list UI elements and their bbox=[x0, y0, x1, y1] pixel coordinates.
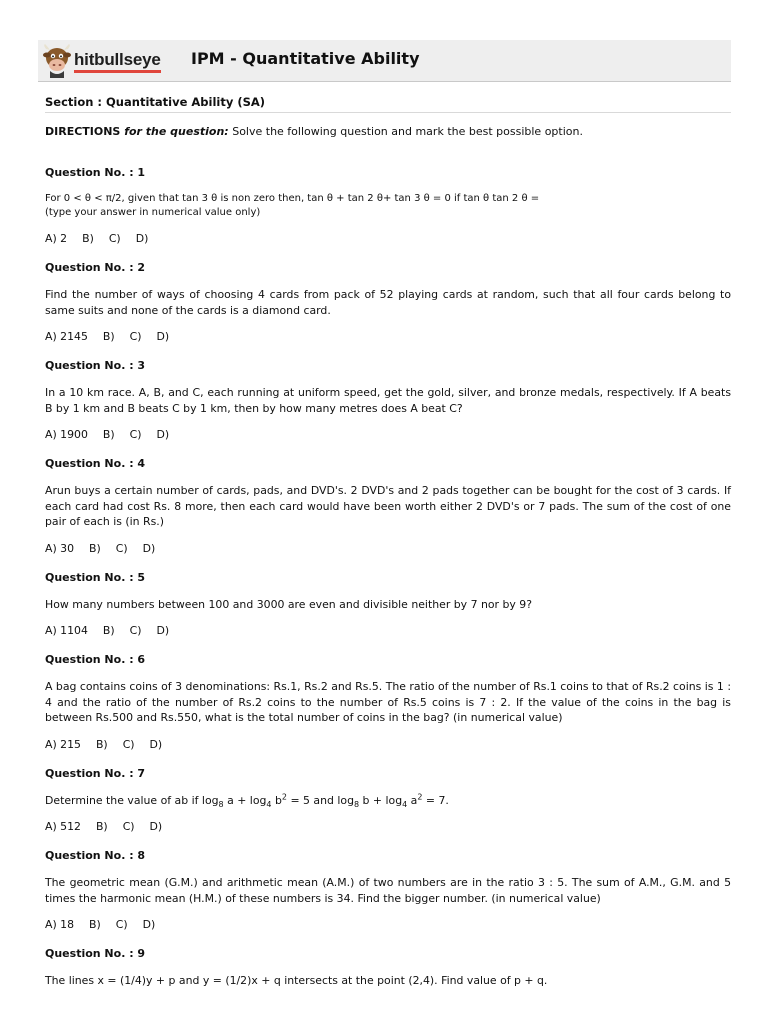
section-title: Section : Quantitative Ability (SA) bbox=[45, 95, 731, 113]
logo-underline bbox=[74, 70, 161, 73]
question-label: Question No. : 7 bbox=[45, 766, 146, 780]
option-a: A) 2145 bbox=[45, 330, 88, 343]
answer-options bbox=[45, 232, 731, 245]
option-c: C) bbox=[108, 232, 121, 245]
question-text: For 0 < θ < π/2, given that tan 3 θ is non zero then, tan θ + tan 2 θ+ tan 3 θ = 0 if tan θ tan 2 θ = (type your answer in numerical value only) bbox=[45, 193, 540, 218]
answer-options bbox=[45, 820, 731, 833]
option-c: C) bbox=[122, 737, 135, 751]
option-c: C) bbox=[115, 918, 128, 931]
option-d: D) bbox=[156, 428, 170, 441]
option-d: D) bbox=[135, 232, 149, 245]
option-a: A) 1104 bbox=[45, 624, 88, 637]
answer-options bbox=[45, 738, 731, 751]
option-d: D) bbox=[149, 820, 163, 833]
question-label: Question No. : 1 bbox=[45, 166, 146, 179]
question-label: Question No. : 3 bbox=[45, 359, 146, 372]
option-b: B) bbox=[95, 737, 108, 751]
option-d: D) bbox=[142, 918, 156, 931]
page-header bbox=[38, 40, 731, 82]
option-a: A) 2 bbox=[45, 232, 68, 245]
option-c: C) bbox=[122, 820, 135, 833]
question-label: Question No. : 9 bbox=[45, 947, 146, 960]
option-b: B) bbox=[89, 541, 101, 555]
option-a: A) 18 bbox=[45, 918, 75, 931]
option-d: D) bbox=[142, 541, 156, 555]
question-2 bbox=[45, 261, 731, 343]
brand-logo bbox=[42, 40, 161, 81]
question-1 bbox=[45, 166, 731, 245]
question-4 bbox=[45, 457, 731, 555]
question-text: The lines x = (1/4)y + p and y = (1/2)x + q intersects at the point (2,4). Find value of p + q. bbox=[45, 974, 548, 987]
answer-options bbox=[45, 542, 731, 555]
question-label: Question No. : 4 bbox=[45, 457, 146, 470]
question-text: A bag contains coins of 3 denominations: Rs.1, Rs.2 and Rs.5. The ratio of the number of Rs.1 coins to that of Rs.2 coins is 1 : 4 and the ratio of the number of Rs.2 coins to the number of Rs.5 coins is 7 : 2. If the value of the coins in the bag is between Rs.500 and Rs.550, what is the total number of coins in the bag? (in numerical value) bbox=[45, 680, 731, 724]
option-c: C) bbox=[129, 624, 142, 637]
option-b: B) bbox=[82, 232, 94, 245]
question-7 bbox=[45, 767, 731, 834]
answer-options bbox=[45, 918, 731, 931]
option-b: B) bbox=[102, 428, 115, 441]
logo-wordmark: hitbullseye bbox=[74, 50, 161, 70]
question-5 bbox=[45, 571, 731, 638]
question-label: Question No. : 8 bbox=[45, 849, 146, 862]
option-c: C) bbox=[129, 330, 142, 343]
option-d: D) bbox=[149, 737, 163, 751]
answer-options bbox=[45, 624, 731, 637]
bull-mascot-icon bbox=[42, 43, 72, 79]
option-b: B) bbox=[102, 624, 115, 637]
option-a: A) 215 bbox=[45, 737, 81, 751]
answer-options bbox=[45, 428, 731, 441]
document-content bbox=[45, 95, 731, 1001]
option-a: A) 30 bbox=[45, 541, 75, 555]
option-a: A) 1900 bbox=[45, 428, 88, 441]
question-9 bbox=[45, 947, 731, 989]
question-label: Question No. : 5 bbox=[45, 570, 146, 584]
question-text: The geometric mean (G.M.) and arithmetic mean (A.M.) of two numbers are in the ratio 3 : 5. The sum of A.M., G.M. and 5 times the harmonic mean (H.M.) of these numbers is 34. Find the bigger number. (in numerical value) bbox=[45, 876, 731, 905]
question-8 bbox=[45, 849, 731, 931]
question-label: Question No. : 2 bbox=[45, 261, 146, 274]
option-a: A) 512 bbox=[45, 820, 81, 833]
option-c: C) bbox=[129, 428, 142, 441]
question-text: In a 10 km race. A, B, and C, each running at uniform speed, get the gold, silver, and bronze medals, respectively. If A beats B by 1 km and B beats C by 1 km, then by how many metres does A beat C? bbox=[45, 386, 731, 415]
question-text: Arun buys a certain number of cards, pads, and DVD's. 2 DVD's and 2 pads together can be bought for the cost of 3 cards. If each card had cost Rs. 8 more, then each card would have been worth either 2 DVD's or 7 pads. The sum of the cost of one pair of each is (in Rs.) bbox=[45, 484, 731, 528]
option-b: B) bbox=[95, 820, 108, 833]
option-b: B) bbox=[102, 330, 115, 343]
question-label: Question No. : 6 bbox=[45, 653, 146, 666]
question-text: How many numbers between 100 and 3000 are even and divisible neither by 7 nor by 9? bbox=[45, 597, 533, 611]
question-text: Determine the value of ab if $\log_8 a + \log_4 b^2 = 5$ and $\log_8 b + \log_4 a^2 = 7$. bbox=[45, 791, 449, 809]
answer-options bbox=[45, 330, 731, 343]
question-6 bbox=[45, 653, 731, 751]
page-title: IPM - Quantitative Ability bbox=[191, 49, 420, 68]
question-text: Find the number of ways of choosing 4 cards from pack of 52 playing cards at random, such that all four cards belong to same suits and none of the cards is a diamond card. bbox=[45, 288, 731, 317]
option-d: D) bbox=[156, 624, 170, 637]
option-d: D) bbox=[156, 330, 170, 343]
directions-label: DIRECTIONS for the question: bbox=[45, 125, 229, 138]
question-3 bbox=[45, 359, 731, 441]
directions bbox=[45, 125, 731, 138]
option-c: C) bbox=[115, 541, 128, 555]
option-b: B) bbox=[89, 918, 101, 931]
directions-text: Solve the following question and mark the best possible option. bbox=[232, 125, 583, 138]
